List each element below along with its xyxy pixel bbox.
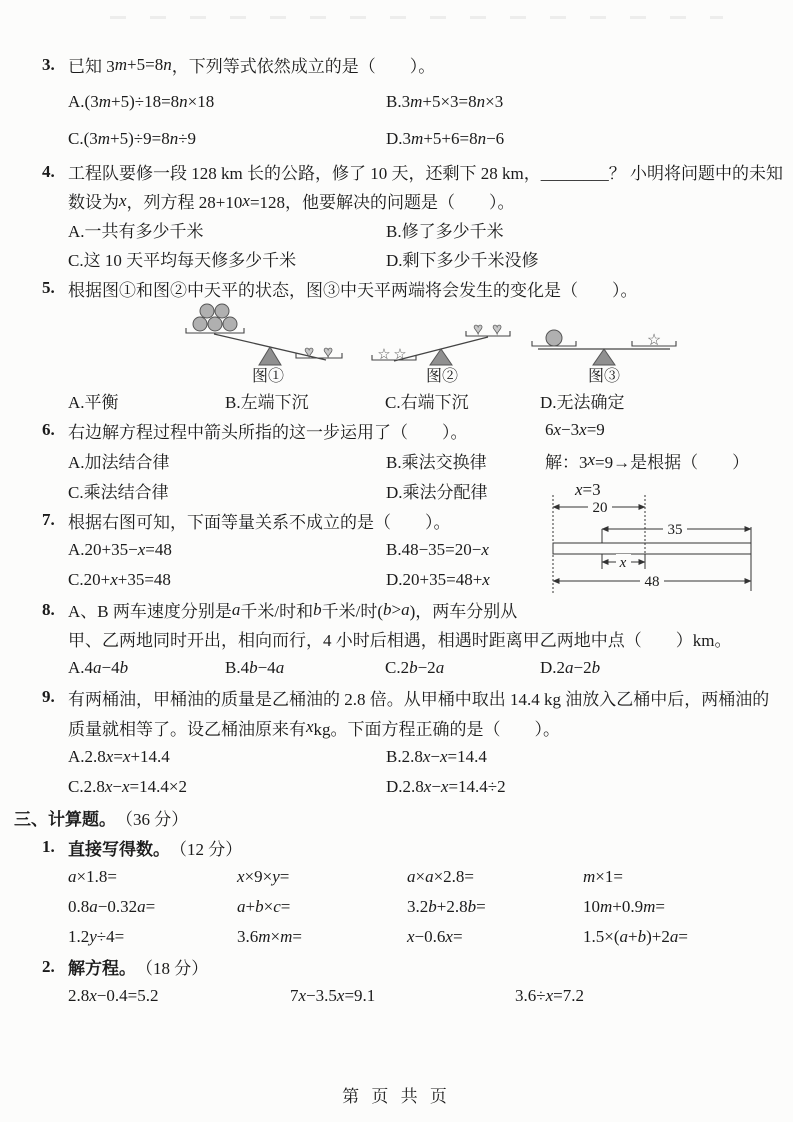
ball-icon — [546, 330, 562, 346]
q4-option-b: B.修了多少千米 — [386, 222, 504, 241]
question-3 — [42, 46, 764, 157]
section-3-title-text: 三、计算题。 — [14, 809, 116, 829]
q7-option-a: A.20+35− x =48 — [68, 540, 172, 559]
calc-item: 3.6 m × m = — [237, 927, 302, 946]
q4-number: 4. — [42, 161, 55, 181]
q5-option-c: C.右端下沉 — [385, 392, 469, 412]
calc-number: 1. — [42, 837, 55, 856]
q8-option-b: B.4 b −4 a — [225, 657, 285, 677]
q7-option-b: B.48−35=20− x — [386, 540, 489, 559]
calc-item: 3.2 b +2.8 b = — [407, 897, 486, 916]
q6-option-d: D.乘法分配律 — [386, 482, 488, 502]
pivot-triangle-icon — [259, 347, 281, 365]
solve-equation: 7 x −3.5 x =9.1 — [290, 986, 376, 1005]
solve-title-text: 解方程。 — [68, 959, 136, 978]
segment-bar — [553, 543, 751, 554]
page-footer: 第 页 共 页 — [342, 1087, 451, 1106]
calc-item: 0.8 a −0.32 a = — [68, 897, 156, 916]
q9-option-d: D.2.8 x − x =14.4÷2 — [386, 777, 506, 796]
solve-items — [68, 981, 764, 1011]
q6-option-b: B.乘法交换律 — [386, 452, 487, 472]
q9-stem-line1: 有两桶油，甲桶油的质量是乙桶油的 2.8 倍。从甲桶中取出 14.4 kg 油放入乙桶中后，两桶油的 — [68, 689, 770, 709]
calc-item: x −0.6 x = — [407, 927, 463, 946]
star-icon: ☆ — [393, 347, 407, 363]
heart-icon: ♥ — [492, 321, 502, 338]
q3-option-a: A.(3 m +5)÷18=8 n ×18 — [68, 91, 215, 111]
pivot-triangle-icon — [593, 349, 615, 365]
q6-option-c: C.乘法结合律 — [68, 482, 169, 502]
ball-icon — [223, 317, 237, 331]
right-pan — [296, 353, 342, 358]
question-4 — [42, 157, 783, 273]
q6-stem: 右边解方程过程中箭头所指的这一步运用了（ ）。 — [68, 422, 468, 442]
calc-item: 1.5×( a + b )+2 a = — [583, 927, 688, 946]
q7-option-c: C.20+ x +35=48 — [68, 570, 171, 589]
calc-item: 10 m +0.9 m = — [583, 897, 665, 916]
calc-item: a ×1.8= — [68, 867, 117, 886]
q9-option-a: A.2.8 x = x +14.4 — [68, 747, 170, 766]
q5-number: 5. — [42, 278, 55, 297]
subsection-solve — [42, 952, 764, 1011]
q8-stem-line2: 甲、乙两地同时开出，相向而行，4 小时后相遇，相遇时距离甲乙两地中点（ ）km。 — [68, 631, 732, 650]
figure-2-caption: 图② — [425, 368, 459, 385]
q5-option-d: D.无法确定 — [540, 392, 625, 412]
q6-option-a: A.加法结合律 — [68, 452, 170, 472]
q9-option-b: B.2.8 x − x =14.4 — [386, 747, 487, 766]
figure-3-balance — [524, 303, 684, 385]
section-3-title — [14, 802, 764, 832]
dim-label-x: x — [619, 555, 627, 571]
heart-icon: ♥ — [473, 321, 483, 338]
q3-stem: 已知 3 m +5=8 n ，下列等式依然成立的是（ ）。 — [68, 54, 436, 76]
heart-icon: ♥ — [323, 344, 333, 361]
q8-option-d: D.2 a −2 b — [540, 657, 601, 677]
calc-title — [68, 832, 764, 862]
calc-item: x ×9× y = — [237, 867, 290, 886]
ball-icon — [193, 317, 207, 331]
q3-number: 3. — [42, 54, 55, 74]
q9-option-c: C.2.8 x − x =14.4×2 — [68, 777, 187, 796]
q4-stem-line2: 数设为 x ，列方程 28+10 x =128，他要解决的问题是（ ）。 — [68, 190, 515, 212]
figure-2-balance — [366, 303, 516, 385]
section-3-points: （36 分） — [116, 809, 189, 829]
question-7 — [42, 500, 764, 595]
scan-artifact — [110, 16, 723, 19]
ball-icon — [215, 304, 229, 318]
calc-items — [68, 862, 764, 952]
solve-title — [68, 952, 764, 981]
q8-option-c: C.2 b −2 a — [385, 657, 445, 677]
q4-option-c: C.这 10 天平均每天修多少千米 — [68, 251, 297, 270]
heart-icon: ♥ — [304, 344, 314, 361]
q7-number: 7. — [42, 510, 55, 529]
solve-points: （18 分） — [136, 959, 209, 978]
calc-title-text: 直接写得数。 — [68, 839, 170, 859]
q8-number: 8. — [42, 599, 55, 619]
star-icon: ☆ — [377, 347, 391, 363]
q3-option-b: B.3 m +5×3=8 n ×3 — [386, 91, 504, 111]
q6-solve-step: 解：3 x =9→是根据（ ） — [545, 450, 750, 472]
q4-stem-line1: 工程队要修一段 128 km 长的公路，修了 10 天，还剩下 28 km，________？ 小明将问题中的未知 — [68, 164, 783, 183]
calc-item: a + b × c = — [237, 897, 291, 916]
q9-stem-line2: 质量就相等了。设乙桶油原来有 x kg。下面方程正确的是（ ）。 — [68, 717, 561, 739]
worksheet-content — [14, 46, 783, 1011]
question-5 — [42, 273, 764, 415]
solve-equation: 3.6÷ x =7.2 — [515, 986, 584, 1005]
q9-number: 9. — [42, 687, 55, 706]
q6-number: 6. — [42, 420, 55, 439]
q7-option-d: D.20+35=48+ x — [386, 570, 490, 589]
q6-equation-1: 6 x −3 x =9 — [545, 420, 605, 439]
q4-option-a: A.一共有多少千米 — [68, 222, 204, 241]
figure-1-balance — [178, 303, 358, 385]
question-9 — [42, 682, 770, 802]
dim-label-48: 48 — [644, 574, 660, 590]
q3-option-c: C.(3 m +5)÷9=8 n ÷9 — [68, 128, 197, 148]
q4-option-d: D.剩下多少千米没修 — [386, 251, 539, 270]
ball-icon — [208, 317, 222, 331]
calc-item: m ×1= — [583, 867, 623, 886]
dim-label-20: 20 — [592, 500, 608, 516]
ball-icon — [200, 304, 214, 318]
q5-stem: 根据图①和图②中天平的状态，图③中天平两端将会发生的变化是（ ）。 — [68, 280, 638, 300]
calc-item: 1.2 y ÷4= — [68, 927, 125, 946]
question-8 — [42, 595, 764, 682]
calc-item: a × a ×2.8= — [407, 867, 475, 886]
q5-balance-figures — [68, 303, 764, 385]
solve-equation: 2.8 x −0.4=5.2 — [68, 986, 159, 1005]
subsection-calc — [42, 832, 764, 952]
q8-stem-line1: A、B 两车速度分别是 a 千米/时和 b 千米/时( b > a )，两车分别从 — [68, 599, 518, 621]
dim-label-35: 35 — [667, 522, 683, 538]
q7-stem: 根据右图可知，下面等量关系不成立的是（ ）。 — [68, 512, 451, 532]
calc-points: （12 分） — [170, 839, 243, 859]
q5-option-b: B.左端下沉 — [225, 392, 309, 412]
q5-option-a: A.平衡 — [68, 392, 119, 412]
q3-option-d: D.3 m +5+6=8 n −6 — [386, 128, 505, 148]
q6-equation-2: x =3 — [575, 480, 601, 499]
star-icon: ☆ — [646, 332, 662, 349]
q7-segment-diagram — [545, 491, 793, 599]
figure-1-caption: 图① — [251, 368, 285, 385]
figure-3-caption: 图③ — [587, 368, 621, 385]
solve-number: 2. — [42, 956, 55, 976]
q8-option-a: A.4 a −4 b — [68, 657, 129, 677]
